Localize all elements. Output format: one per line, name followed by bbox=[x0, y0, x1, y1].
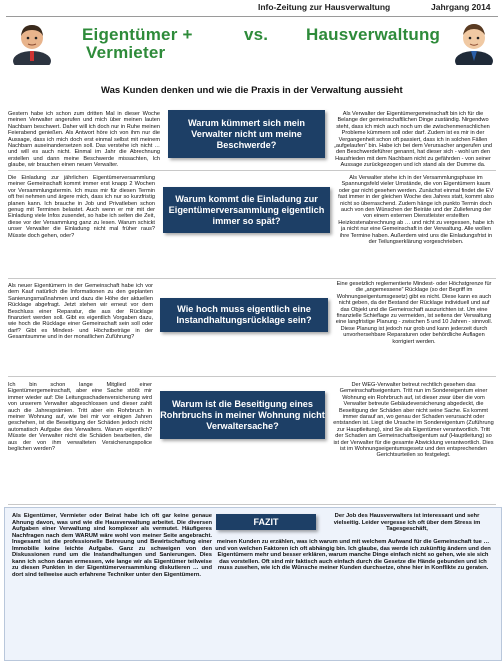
title-vs: vs. bbox=[244, 25, 269, 44]
section4-question bbox=[160, 391, 325, 439]
title-owner-line1: Eigentümer + bbox=[82, 25, 193, 44]
header-divider bbox=[6, 16, 498, 17]
section1-question bbox=[168, 110, 325, 158]
section-divider bbox=[8, 376, 496, 377]
fazit-manager-text: meinen Kunden zu erzählen, was ich warum und mit welchem Aufwand für die Gemeinschaft tue … und von welchen Faktoren ich oft abhängig bin. Ich glaube, das werde ich zukünftig ändern und den Eigentümern mehr und besser erklären, warum manche Dinge einfach nicht so gehen, wie sie sich das vorstellen. Oft sind mir faktisch auch einfach durch die Gesetze die Hände gebunden und ich muss zusehen, wie ich die Wünsche meiner Kunden durchsetze, ohne hier in Konflikte zu geraten. bbox=[215, 539, 491, 571]
journal-year: Jahrgang 2014 bbox=[431, 2, 491, 12]
section2-manager-text: Als Verwalter stehe ich in der Versammlungsphase im Spannungsfeld vieler Umstände, die von Eigentümern kaum oder gar nicht gesehen werden. Zunächst einmal findet die EV fast immer in der gleichen Woche des Jahres statt, kommt also nicht so überraschend. Zudem hänge ich punkto Termin doch auch von den Wünschen der Beiräte und der Zulieferung der von einem externen Dienstleister erstellten Heizkostenabrechnung ab … und nicht zu vergessen, habe ich ja nicht nur eine Gemeinschaft in der Verwaltung. Alle wollen ihre Termine haben. Außerdem wird uns die Einladungsfrist in der Teilungserklärung vorgeschrieben. bbox=[338, 175, 494, 246]
title-manager: Hausverwaltung bbox=[306, 25, 441, 44]
section-divider bbox=[8, 504, 496, 505]
section-divider bbox=[8, 278, 496, 279]
journal-title: Info-Zeitung zur Hausverwaltung bbox=[258, 2, 391, 12]
title-owner-line2: Vermieter bbox=[86, 43, 166, 62]
section3-owner-text: Als neuer Eigentümern in der Gemeinschaft habe ich vor dem Kauf natürlich die Informationen zu den geplanten Sanierungsmaßnahmen und dazu die Höhe der aktuellen Rücklage abgefragt. Jetzt stehen wir erneut vor dem Beschluss einer Reparatur, die aus der Rücklage finanziert werden soll. Gibt es eigentlich Vorgaben dazu, wie hoch die Rücklage einer Gemeinschaft sein soll oder darf? Gibt es Mindest- und Höchstbeträge in der Gesamtsumme und in der monatlichen Zuführung? bbox=[8, 283, 153, 341]
fazit-manager-text-top: Der Job des Hausverwalters ist interessant und sehr vielseitig. Leider vergesse ich oft über dem Stress im Tagesgeschäft, bbox=[333, 513, 481, 532]
manager-avatar-icon bbox=[454, 21, 494, 65]
fazit-label bbox=[216, 514, 316, 530]
section3-question bbox=[160, 298, 328, 332]
section2-question-label: Warum kommt die Einladung zur Eigentümerversammlung eigentlich immer so spät? bbox=[168, 193, 325, 226]
fazit-owner-text: Als Eigentümer, Vermieter oder Beirat habe ich oft gar keine genaue Ahnung davon, was und wie die Hausverwaltung arbeitet. Die diversen Aufgaben einer Verwaltung sind komplexer als vermutet. Häufigeres Nachfragen nach dem WARUM wäre wohl von meiner Seite angebracht. Insgesamt ist die professionelle Betreuung und Bewirtschaftung einer Immobilie keine leichte Aufgabe. Ganz zu schweigen von den Diskussionen rund um die Instandhaltungen und Sanierungen. Dies kann ich schon daran ermessen, wie lange wir als Eigentümer teilweise zu diesen Punkten in der Eigentümerversammlung diskutieren … und dort sind teilweise auch erfahrene Techniker unter den Eigentümern. bbox=[12, 513, 212, 578]
section4-owner-text: Ich bin schon lange Mitglied einer Eigentümergemeinschaft, aber eine Sache stößt mir immer wieder auf: Die Leitungsschadenversicherung wird von unserem Verwalter abgeschlossen und dieser zahlt auch die Jahresprämien. Tritt aber ein Rohrbruch in meiner Wohnung auf, wie bei mir vor einigen Jahren geschehen, ist die Beseitigung der Schäden jedoch nicht automatisch Aufgabe des Verwalters. Warum eigentlich? Müsste der Verwalter nicht die Schäden bearbeiten, die aus der von ihm verwalteten Versicherungspolice beglichen werden? bbox=[8, 382, 152, 453]
section2-question bbox=[163, 187, 330, 233]
page-subtitle: Was Kunden denken und wie die Praxis in der Verwaltung aussieht bbox=[101, 85, 403, 96]
owner-avatar-icon bbox=[12, 21, 52, 65]
section1-manager-text: Als Verwalter der Eigentümergemeinschaft bin ich für die Belange der gemeinschaftlichen Dinge zuständig. Nirgendwo steht, dass ich mich auch noch um die zwischenmenschlichen Probleme kümmern soll oder darf. Zudem ist es mir in der Vergangenheit schon oft passiert, dass ich in solchen Fällen „aufgelaufen“ bin. Habe ich bei dem Verursacher angerufen und den Beschwerdeführer genannt, hat dieser sich - wohl um den Hausfrieden mit dem Nachbarn nicht zu gefährden - von seiner Aussage zurückgezogen und ich stand als der Dumme da. bbox=[334, 111, 492, 169]
section1-question-label: Warum kümmert sich mein Verwalter nicht um meine Beschwerde? bbox=[187, 117, 306, 150]
section4-question-label: Warum ist die Beseitigung eines Rohrbruchs in meiner Wohnung nicht Verwaltersache? bbox=[160, 398, 325, 431]
section2-owner-text: Die Einladung zur jährlichen Eigentümerversammlung meiner Gemeinschaft kommt immer erst knapp 2 Wochen vor Versammlungstermin. Ich muss mir für diesen Termin oft frei nehmen und ärgere mich, dass ich nur so kurzfristig planen kann. Ich brauche in Job und Privatleben schon genug mit Terminen belastet. Auch wenn er mir mit der Einladung viele Infos zusendet, so habe ich selten die Zeit, diese vor der Versammlung ganz zu lesen. Warum schickt unser Verwalter die Einladung nicht mal früher raus? Müsste doch gehen, oder? bbox=[8, 175, 155, 239]
section3-manager-text: Eine gesetzlich reglementierte Mindest- oder Höchstgrenze für die „angemessene“ Rücklage (so der Begriff im Wohnungseigentumsgesetz) gibt es nicht. Diese kann es auch nicht geben, da der Bestand der Rücklage individuell und auf das Objekt und die Gemeinschaft auszurichten ist. Um eine finanzielle Schieflage zu vermeiden, ist seitens der Verwaltung eine langfristige Planung - zwischen 5 und 10 Jahren - sinnvoll. Diese Planung ist jedoch nur grob und kann jederzeit durch unvorhersehbare Reparaturen oder behördliche Auflagen korrigiert werden. bbox=[335, 281, 493, 345]
section3-question-label: Wie hoch muss eigentlich eine Instandhaltungsrücklage sein? bbox=[176, 304, 312, 325]
section4-manager-text: Der WEG-Verwalter betreut rechtlich gesehen das Gemeinschaftseigentum. Tritt nun im Sondereigentum einer Wohnung ein Rohrbruch auf, ist dieser zwar über die vom Verwalter betreute Gebäudeversicherung abgedeckt, die Beseitigung der Schäden aber nicht seine Sache. Es kommt immer darauf an, wo genau der Schaden verursacht oder entstanden ist. Liegt die Ursache im Sondereigentum (Zuführung zur Hauptleitung), sind Sie als Eigentümer verantwortlich. Tritt der Schaden am Gemeinschaftseigentum auf (Hauptleitung) so ist der Verwalter für die gesamte Abwicklung verantwortlich. Dies ist im Wohnungseigentumsgesetz und den entsprechenden Gerichtsurteilen so festgelegt. bbox=[333, 382, 494, 459]
section-divider bbox=[8, 170, 496, 171]
fazit-label-text: FAZIT bbox=[253, 516, 279, 527]
section1-owner-text: Gestern habe ich schon zum dritten Mal in dieser Woche meinen Verwalter angerufen und mich über meinen lauten Nachbarn beschwert. Daher will ich doch nur in Ruhe meinen Feierabend genießen. Als Antwort höre ich von ihm nur die Aussage, dass ich mich doch erst einmal selbst mit meinem Nachbarn auseinandersetzen soll. Das verstehe ich nicht … und will es auch nicht. Einmal im Jahr die Abrechnung erstellen und dann meine Beschwerde missachten, Ich glaube, wir brauchen einen neuen Verwalter. bbox=[8, 111, 160, 169]
